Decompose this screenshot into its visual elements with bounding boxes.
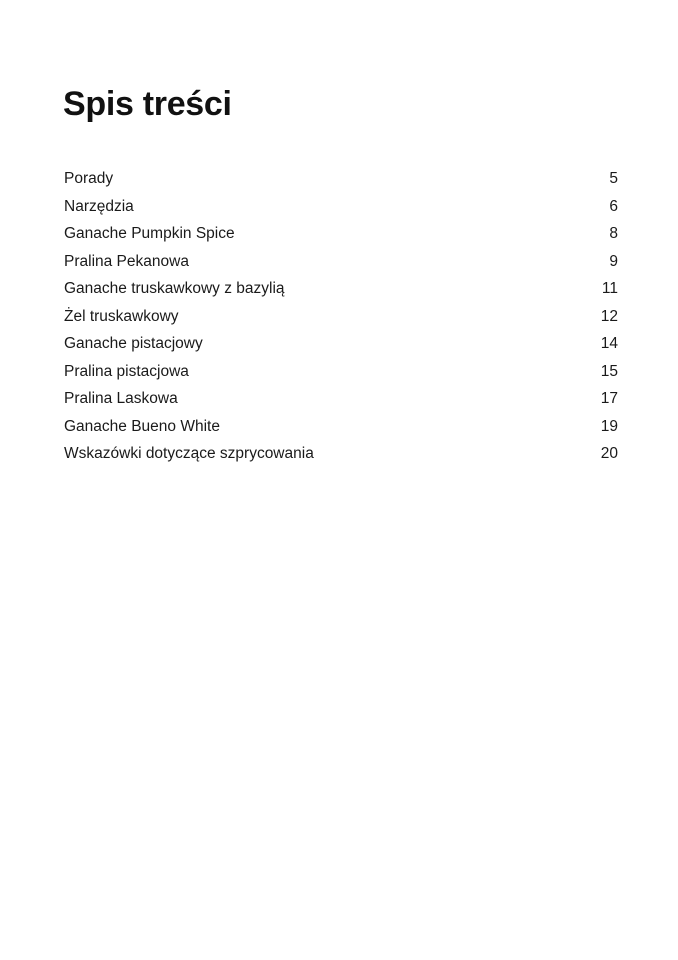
toc-entry-page-number: 5: [609, 170, 618, 187]
toc-entry-page-number: 6: [609, 197, 618, 215]
toc-entry[interactable]: [64, 248, 618, 276]
toc-entry-page-number: 12: [600, 307, 618, 325]
toc-entry[interactable]: [64, 303, 618, 331]
toc-entry-label: Narzędzia: [64, 197, 134, 215]
toc-entry-label: Porady: [64, 170, 114, 187]
table-of-contents: [64, 165, 618, 468]
toc-entry-label: Żel truskawkowy: [64, 307, 179, 325]
toc-entry[interactable]: [64, 358, 618, 386]
toc-entry[interactable]: [64, 193, 618, 221]
toc-entry-label: Wskazówki dotyczące szprycowania: [64, 445, 314, 462]
toc-entry-page-number: 15: [600, 362, 618, 380]
toc-entry[interactable]: [64, 220, 618, 248]
toc-entry[interactable]: [64, 385, 618, 413]
toc-entry-label: Pralina Laskowa: [64, 390, 178, 407]
toc-entry-label: Ganache truskawkowy z bazylią: [64, 280, 285, 297]
toc-entry[interactable]: [64, 275, 618, 303]
toc-entry-page-number: 11: [601, 280, 618, 297]
toc-entry-label: Ganache pistacjowy: [64, 335, 203, 352]
toc-entry-label: Pralina pistacjowa: [64, 362, 189, 380]
page-title: Spis treści: [63, 85, 232, 123]
toc-entry-page-number: 9: [609, 252, 618, 270]
toc-entry-label: Ganache Bueno White: [64, 417, 220, 435]
toc-entry-page-number: 8: [609, 225, 618, 242]
toc-entry-page-number: 20: [600, 445, 618, 462]
toc-entry-page-number: 19: [600, 417, 618, 435]
toc-entry[interactable]: [64, 330, 618, 358]
toc-entry[interactable]: [64, 165, 618, 193]
toc-entry-label: Pralina Pekanowa: [64, 252, 189, 270]
toc-entry-page-number: 14: [600, 335, 618, 352]
toc-entry[interactable]: [64, 440, 618, 468]
toc-entry-label: Ganache Pumpkin Spice: [64, 225, 235, 242]
toc-entry[interactable]: [64, 413, 618, 441]
toc-entry-page-number: 17: [600, 390, 618, 407]
